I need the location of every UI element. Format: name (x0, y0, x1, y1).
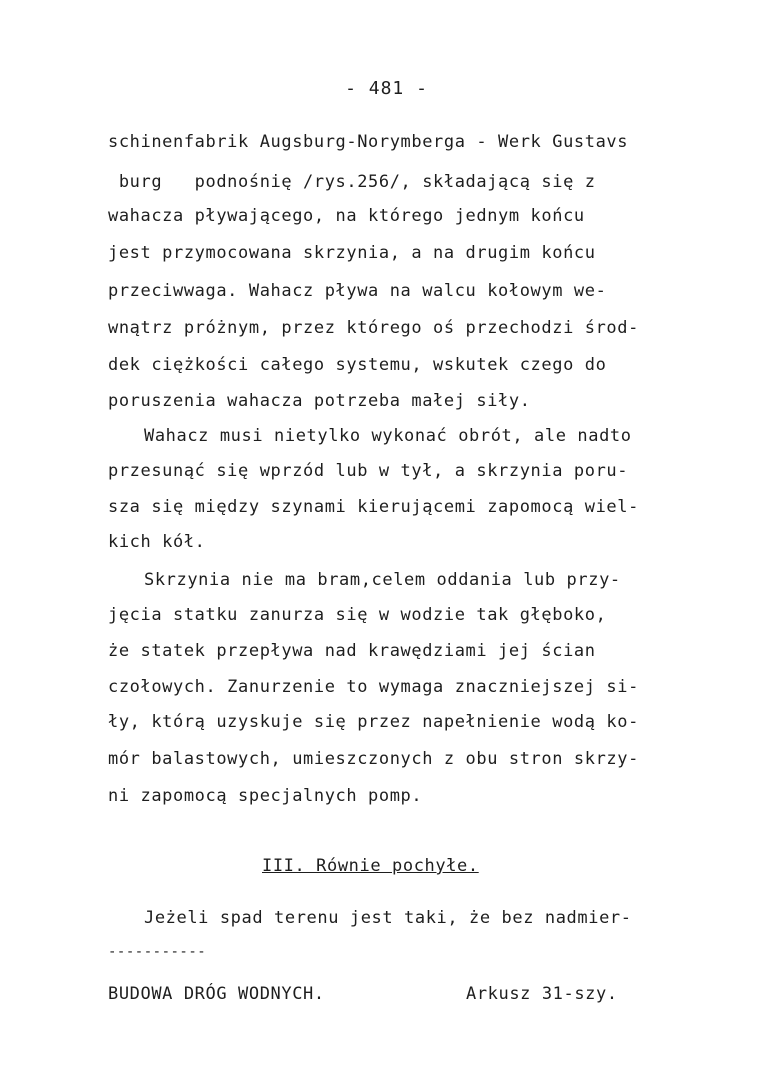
text-line: czołowych. Zanurzenie to wymaga znaczniejszej si- (108, 677, 639, 697)
footer-title: BUDOWA DRÓG WODNYCH. (108, 984, 325, 1004)
text-line: ły, którą uzyskuje się przez napełnienie wodą ko- (108, 712, 639, 732)
footer-sheet-number: Arkusz 31-szy. (466, 984, 618, 1004)
text-line: sza się między szynami kierującemi zapomocą wiel- (108, 497, 639, 517)
text-line: poruszenia wahacza potrzeba małej siły. (108, 391, 531, 411)
text-line: Jeżeli spad terenu jest taki, że bez nadmier- (144, 908, 632, 928)
text-line: Skrzynia nie ma bram,celem oddania lub przy- (144, 570, 621, 590)
text-line: burg podnośnię /rys.256/, składającą się z (108, 172, 596, 192)
footer-separator: ----------- (108, 944, 207, 960)
text-line: Wahacz musi nietylko wykonać obrót, ale nadto (144, 426, 632, 446)
text-line: dek ciężkości całego systemu, wskutek czego do (108, 355, 607, 375)
text-line: przesunąć się wprzód lub w tył, a skrzynia poru- (108, 461, 629, 481)
text-line: jęcia statku zanurza się w wodzie tak głęboko, (108, 605, 607, 625)
text-line: że statek przepływa nad krawędziami jej ścian (108, 641, 596, 661)
text-line: schinenfabrik Augsburg-Norymberga - Werk Gustavs (108, 132, 629, 152)
text-line: ni zapomocą specjalnych pomp. (108, 786, 423, 806)
text-line: przeciwwaga. Wahacz pływa na walcu kołowym we- (108, 281, 607, 301)
text-line: kich kół. (108, 532, 206, 552)
text-line: wahacza pływającego, na którego jednym końcu (108, 206, 585, 226)
text-line: mór balastowych, umieszczonych z obu stron skrzy- (108, 749, 639, 769)
section-heading: III. Równie pochyłe. (262, 856, 479, 876)
text-line: wnątrz próżnym, przez którego oś przechodzi środ- (108, 318, 639, 338)
page-number: - 481 - (345, 78, 428, 99)
text-line: jest przymocowana skrzynia, a na drugim końcu (108, 243, 596, 263)
